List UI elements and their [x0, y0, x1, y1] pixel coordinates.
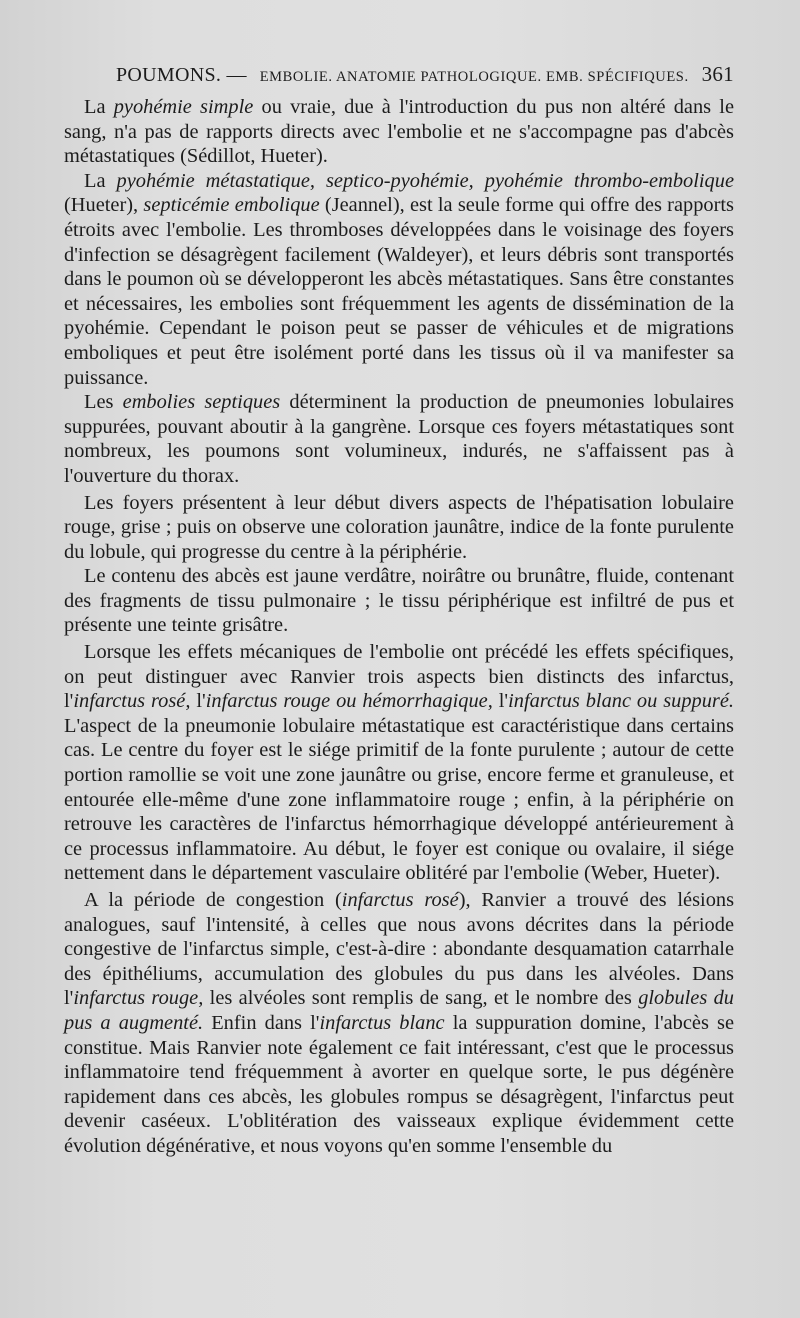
italic-term: infarctus rouge ou hémorrhagique, — [205, 690, 493, 713]
text-run: Les foyers présentent à leur début divers aspects de l'hépatisation lobulaire rouge, grise ; puis on observe une coloration jaunâtre, indice de la fonte purulente du lobule, qui progresse du centre à la périphérie. — [64, 491, 734, 563]
text-run: A la période de congestion ( — [84, 889, 342, 911]
text-run: ou vraie, due à l'introduction du pus non altéré dans le sang, n'a pas de rapports directs avec l'embolie et ne s'accompagne pas d'abcès métastatiques (Sédillot, Hueter). — [64, 96, 734, 168]
italic-term: infarctus rosé, — [73, 690, 191, 713]
paragraph — [64, 564, 734, 638]
paragraph — [64, 390, 734, 488]
text-run: Lorsque les effets mécaniques de l'embolie ont précédé les effets spécifiques, on peut distinguer avec Ranvier trois aspects bien distincts des infarctus, l' — [64, 641, 734, 713]
running-head — [116, 62, 734, 87]
italic-term: infarctus blanc — [319, 1011, 445, 1034]
text-run: ), Ranvier a trouvé des lésions analogues, sauf l'intensité, à celles que nous avons décrites dans la période congestive de l'infarctus simple, c'est-à-dire : abondante desquamation catarrhale des épithéliums, accumulation des globules du pus dans les alvéoles. Dans l' — [64, 889, 735, 1010]
italic-term: globules du pus a augmenté. — [64, 987, 735, 1034]
body-text — [64, 95, 734, 1159]
text-run: La — [84, 169, 117, 192]
text-run: l' — [190, 690, 206, 713]
italic-term: infarctus rouge, — [73, 987, 204, 1010]
text-run: déterminent la production de pneumonies lobulaires suppurées, pouvant aboutir à la gangrène. Lorsque ces foyers métastatiques sont nombreux, les poumons sont volumineux, indurés, ne s'affaissent pas à l'ouverture du thorax. — [64, 391, 734, 487]
text-run: Les — [84, 391, 123, 414]
text-run: les alvéoles sont remplis de sang, et le nombre des — [203, 987, 639, 1010]
section-subtitle: EMBOLIE. ANATOMIE PATHOLOGIQUE. EMB. SPÉCIFIQUES. — [259, 69, 689, 85]
paragraph — [64, 888, 734, 1159]
section-title: POUMONS. — — [116, 64, 247, 86]
text-run: l' — [492, 690, 509, 713]
paragraph — [64, 640, 734, 886]
italic-term: septicémie embolique — [143, 194, 320, 217]
text-run: Enfin dans l' — [203, 1011, 320, 1034]
paragraph — [64, 169, 734, 390]
paragraph — [64, 491, 734, 565]
page-number: 361 — [701, 62, 734, 86]
italic-term: embolies septiques — [122, 391, 281, 414]
italic-term: infarctus rosé — [341, 889, 459, 911]
italic-term: infarctus blanc ou suppuré. — [508, 690, 735, 713]
text-run: Le contenu des abcès est jaune verdâtre, noirâtre ou brunâtre, fluide, contenant des fragments de tissu pulmonaire ; le tissu périphérique est infiltré de pus et présente une teinte grisâtre. — [64, 565, 734, 637]
text-run: (Hueter), — [64, 194, 144, 217]
italic-term: pyohémie simple — [113, 96, 254, 118]
text-run: La — [84, 96, 114, 118]
text-run: L'aspect de la pneumonie lobulaire métastatique est caractéristique dans certains cas. Le centre du foyer est le siége primitif de la fonte purulente ; autour de cette portion ramollie se voit une zone jaunâtre ou grise, encore ferme et granuleuse, et entourée elle-même d'une zone inflammatoire rouge ; enfin, à la périphérie on retrouve les caractères de l'infarctus hémorrhagique développé antérieurement à ce processus inflammatoire. Au début, le foyer est conique ou ovalaire, il siége nettement dans le département vasculaire oblitéré par l'embolie (Weber, Hueter). — [64, 714, 734, 885]
paragraph — [64, 95, 734, 169]
text-run: la suppuration domine, l'abcès se constitue. Mais Ranvier note également ce fait intéressant, c'est que le processus inflammatoire tend fréquemment à avorter en quelque sorte, le pus dégénère rapidement dans ces abcès, les globules rompus se désagrègent, l'infarctus peut devenir caséeux. L'oblitération des vaisseaux explique évidemment cette évolution dégénérative, et nous voyons qu'en somme l'ensemble du — [64, 1011, 734, 1157]
text-run: (Jeannel), est la seule forme qui offre des rapports étroits avec l'embolie. Les thromboses développées dans le voisinage des foyers d'infection se désagrègent facilement (Waldeyer), et leurs débris sont transportés dans le poumon où se développeront les abcès métastatiques. Sans être constantes et nécessaires, les embolies sont fréquemment les agents de dissémination de la pyohémie. Cependant le poison peut se passer de véhicules et de migrations emboliques et peut être isolément porté dans les tissus où il va manifester sa puissance. — [64, 194, 734, 389]
italic-term: pyohémie métastatique, septico-pyohémie, pyohémie thrombo-embolique — [116, 169, 734, 192]
